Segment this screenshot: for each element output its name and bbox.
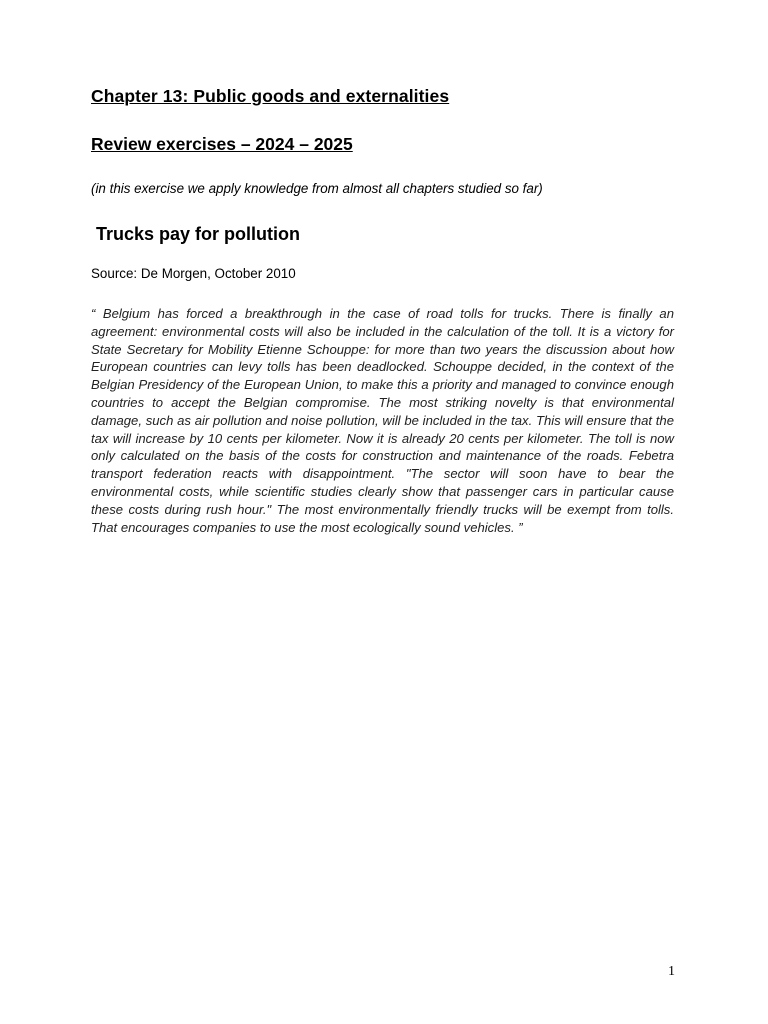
intro-note: (in this exercise we apply knowledge from almost all chapters studied so far) xyxy=(91,181,543,196)
review-title: Review exercises – 2024 – 2025 xyxy=(91,134,353,154)
article-title: Trucks pay for pollution xyxy=(96,224,301,244)
page-number: 1 xyxy=(668,964,675,979)
chapter-title: Chapter 13: Public goods and externalities xyxy=(91,86,450,106)
source-line: Source: De Morgen, October 2010 xyxy=(91,266,296,281)
article-quote: “ Belgium has forced a breakthrough in the case of road tolls for trucks. There is finally an agreement: environmental costs will also be included in the calculation of the toll. It is a victory for State Secretary for Mobility Etienne Schouppe: for more than two years the discussion about how European countries can levy tolls has been deadlocked. Schouppe decided, in the context of the Belgian Presidency of the European Union, to make this a priority and managed to convince enough countries to accept the Belgian compromise. The most striking novelty is that environmental damage, such as air pollution and noise pollution, will be included in the tax. This will ensure that the tax will increase by 10 cents per kilometer. Now it is already 20 cents per kilometer. The toll is now only calculated on the basis of the costs for construction and maintenance of the roads. Febetra transport federation reacts with disappointment. "The sector will soon have to bear the environmental costs, while scientific studies clearly show that passenger cars in particular cause these costs during rush hour." The most environmentally friendly trucks will be exempt from tolls. That encourages companies to use the most ecologically sound vehicles. ” xyxy=(91,306,674,535)
